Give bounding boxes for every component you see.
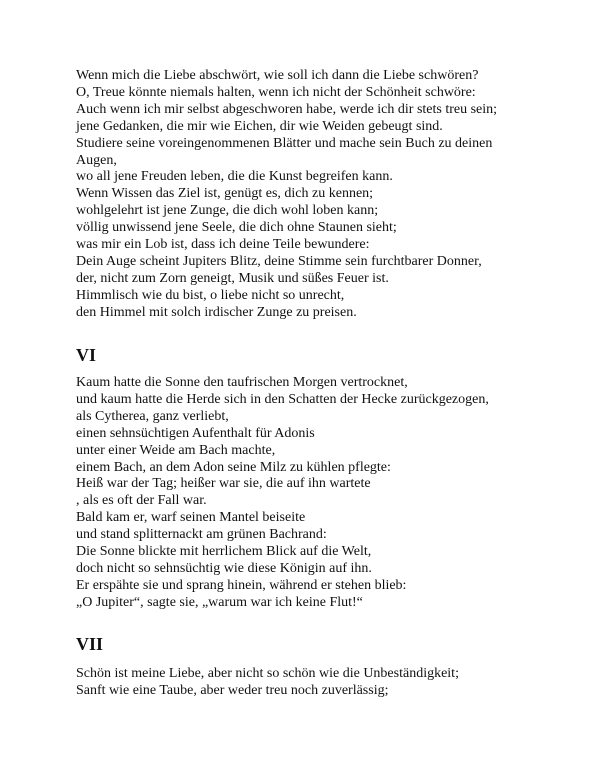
- poem-line: wo all jene Freuden leben, die die Kunst begreifen kann.: [76, 169, 393, 185]
- poem-line: O, Treue könnte niemals halten, wenn ich nicht der Schönheit schwöre:: [76, 84, 476, 100]
- poem-line: doch nicht so sehnsüchtig wie diese Königin auf ihn.: [76, 560, 372, 576]
- poem-line: Kaum hatte die Sonne den taufrischen Morgen vertrocknet,: [76, 375, 408, 390]
- poem-line: was mir ein Lob ist, dass ich deine Teile bewundere:: [76, 237, 370, 253]
- poem-line: einem Bach, an dem Adon seine Milz zu kühlen pflegte:: [76, 459, 391, 475]
- poem-line: und stand splitternackt am grünen Bachrand:: [76, 527, 327, 543]
- poem-line: Sanft wie eine Taube, aber weder treu noch zuverlässig;: [76, 682, 389, 698]
- poem-line: Himmlisch wie du bist, o liebe nicht so unrecht,: [76, 287, 345, 303]
- poem-line: Dein Auge scheint Jupiters Blitz, deine Stimme sein furchtbarer Donner,: [76, 253, 482, 269]
- poem-line: Heiß war der Tag; heißer war sie, die auf ihn wartete: [76, 476, 371, 492]
- poem-line: einen sehnsüchtigen Aufenthalt für Adonis: [76, 425, 315, 441]
- poem-line: unter einer Weide am Bach machte,: [76, 442, 276, 458]
- section-heading-vi: VI: [76, 345, 97, 365]
- poem-line: Studiere seine voreingenommenen Blätter und mache sein Buch zu deinen: [76, 135, 493, 151]
- poem-line: , als es oft der Fall war.: [76, 493, 207, 509]
- poem-line: Auch wenn ich mir selbst abgeschworen habe, werde ich dir stets treu sein;: [76, 101, 498, 117]
- poem-line: den Himmel mit solch irdischer Zunge zu preisen.: [76, 304, 357, 320]
- poem-line: Er erspähte sie und sprang hinein, während er stehen blieb:: [76, 577, 407, 593]
- poem-line: der, nicht zum Zorn geneigt, Musik und süßes Feuer ist.: [76, 270, 389, 286]
- poem-stanza: [76, 375, 489, 612]
- poem-line: Bald kam er, warf seinen Mantel beiseite: [76, 510, 306, 526]
- section-heading-vii: VII: [76, 634, 104, 654]
- poem-line: Die Sonne blickte mit herrlichem Blick auf die Welt,: [76, 544, 372, 560]
- poem-line: Wenn Wissen das Ziel ist, genügt es, dich zu kennen;: [76, 186, 374, 202]
- poem-line: jene Gedanken, die mir wie Eichen, dir wie Weiden gebeugt sind.: [76, 118, 443, 134]
- poem-line: „O Jupiter“, sagte sie, „warum war ich keine Flut!“: [76, 594, 363, 610]
- poem-line: wohlgelehrt ist jene Zunge, die dich wohl loben kann;: [76, 203, 379, 219]
- poem-stanza: [76, 666, 459, 700]
- poem-line: und kaum hatte die Herde sich in den Schatten der Hecke zurückgezogen,: [76, 391, 489, 407]
- poem-line: Augen,: [76, 152, 117, 168]
- poem-line: völlig unwissend jene Seele, die dich ohne Staunen sieht;: [76, 220, 397, 236]
- poem-stanza: [76, 68, 497, 322]
- poem-line: Schön ist meine Liebe, aber nicht so schön wie die Unbeständigkeit;: [76, 666, 459, 681]
- poem-line: Wenn mich die Liebe abschwört, wie soll ich dann die Liebe schwören?: [76, 68, 479, 83]
- poem-line: als Cytherea, ganz verliebt,: [76, 408, 229, 424]
